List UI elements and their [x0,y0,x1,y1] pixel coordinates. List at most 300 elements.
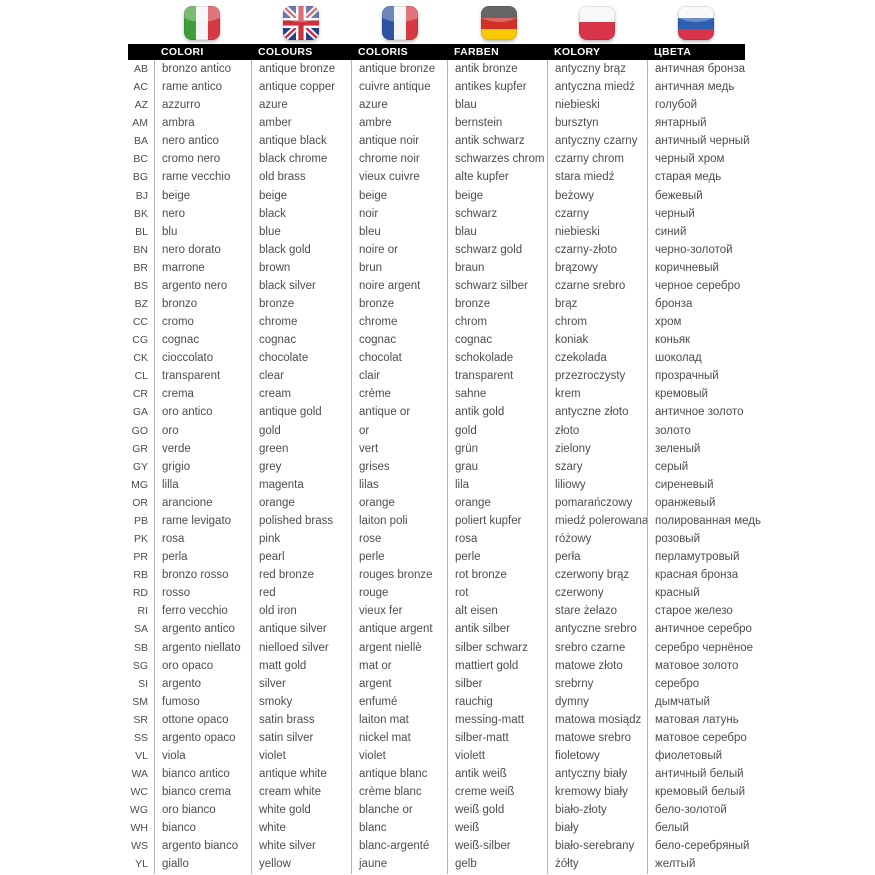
row-english: brown [251,259,351,277]
row-german: poliert kupfer [447,512,547,530]
row-english: amber [251,114,351,132]
row-russian: серебро чернёное [647,639,755,657]
row-russian: коричневый [647,259,755,277]
row-german: gold [447,422,547,440]
row-russian: розовый [647,530,755,548]
row-italian: cromo [154,313,251,331]
row-french: clair [351,367,447,385]
row-german: gelb [447,855,547,873]
table-row [128,440,755,458]
table-row [128,729,755,747]
row-russian: черное серебро [647,277,755,295]
row-italian: oro bianco [154,801,251,819]
row-russian: зеленый [647,440,755,458]
row-german: antik schwarz [447,132,547,150]
row-french: vieux cuivre [351,168,447,186]
row-french: lilas [351,476,447,494]
row-code: CR [132,388,148,401]
flag-united-kingdom-icon [283,6,319,40]
row-italian: lilla [154,476,251,494]
row-code: WH [130,822,148,835]
row-italian: rosa [154,530,251,548]
row-french: argent [351,675,447,693]
row-polish: różowy [547,530,647,548]
row-french: antique or [351,403,447,421]
table-row [128,458,755,476]
table-row [128,60,755,78]
row-french: chocolat [351,349,447,367]
row-russian: античное золото [647,403,755,421]
table-row [128,114,755,132]
row-russian: хром [647,313,755,331]
row-english: antique silver [251,620,351,638]
row-russian: античное серебро [647,620,755,638]
table-row [128,168,755,186]
row-polish: antyczne srebro [547,620,647,638]
row-italian: oro [154,422,251,440]
row-french: antique argent [351,620,447,638]
row-polish: perła [547,548,647,566]
row-english: satin silver [251,729,351,747]
row-italian: argento nero [154,277,251,295]
row-french: azure [351,96,447,114]
flag-poland-icon [579,6,615,40]
table-row [128,367,755,385]
header-code-spacer [128,44,154,60]
row-code: WS [131,840,148,853]
row-english: black chrome [251,150,351,168]
row-english: cream white [251,783,351,801]
row-code: WC [130,786,148,799]
row-french: vert [351,440,447,458]
row-english: smoky [251,693,351,711]
row-polish: antyczna miedź [547,78,647,96]
row-code: BS [133,279,148,292]
row-german: blau [447,223,547,241]
row-code: BZ [134,298,148,311]
row-english: cream [251,385,351,403]
row-polish: niebieski [547,223,647,241]
row-german: mattiert gold [447,657,547,675]
row-code: WA [131,768,148,781]
table-row [128,78,755,96]
header-farben: FARBEN [454,46,499,58]
row-german: silber schwarz [447,639,547,657]
row-german: messing-matt [447,711,547,729]
row-russian: красный [647,584,755,602]
row-german: blau [447,96,547,114]
row-german: antikes kupfer [447,78,547,96]
table-row [128,385,755,403]
row-italian: blu [154,223,251,241]
row-italian: argento niellato [154,639,251,657]
row-polish: czarne srebro [547,277,647,295]
row-italian: bronzo rosso [154,566,251,584]
row-french: chrome [351,313,447,331]
row-code: CG [132,334,148,347]
table-row [128,277,755,295]
row-italian: giallo [154,855,251,873]
row-french: violet [351,747,447,765]
table-row [128,855,755,873]
table-row [128,639,755,657]
row-french: antique blanc [351,765,447,783]
row-polish: przezroczysty [547,367,647,385]
row-russian: античная бронза [647,60,755,78]
row-polish: beżowy [547,187,647,205]
header-colours: COLOURS [258,46,313,58]
row-polish: niebieski [547,96,647,114]
row-german: creme weiß [447,783,547,801]
row-polish: brąz [547,295,647,313]
row-german: bernstein [447,114,547,132]
row-german: sahne [447,385,547,403]
row-german: rot bronze [447,566,547,584]
row-italian: beige [154,187,251,205]
table-row [128,241,755,259]
row-code: BK [133,207,148,220]
row-polish: kremowy biały [547,783,647,801]
row-italian: perla [154,548,251,566]
row-polish: zielony [547,440,647,458]
row-russian: черный [647,205,755,223]
row-russian: серый [647,458,755,476]
row-german: braun [447,259,547,277]
row-english: nielloed silver [251,639,351,657]
row-italian: bianco [154,819,251,837]
flags-row [128,0,755,44]
row-german: grün [447,440,547,458]
row-french: blanc-argenté [351,837,447,855]
row-german: antik silber [447,620,547,638]
table-header [128,44,755,60]
header-cveta: ЦВЕТА [654,46,692,58]
row-polish: srebrny [547,675,647,693]
row-polish: antyczny czarny [547,132,647,150]
row-italian: grigio [154,458,251,476]
row-russian: голубой [647,96,755,114]
row-english: magenta [251,476,351,494]
row-polish: czekolada [547,349,647,367]
row-russian: шоколад [647,349,755,367]
row-english: antique white [251,765,351,783]
row-german: weiß gold [447,801,547,819]
row-english: beige [251,187,351,205]
row-russian: коньяк [647,331,755,349]
row-french: crème blanc [351,783,447,801]
row-french: antique bronze [351,60,447,78]
row-french: perle [351,548,447,566]
table-row [128,512,761,530]
row-german: schwarz [447,205,547,223]
row-polish: antyczny brąz [547,60,647,78]
row-english: polished brass [251,512,351,530]
table-row [128,783,755,801]
row-english: antique gold [251,403,351,421]
row-french: vieux fer [351,602,447,620]
row-french: argent niellè [351,639,447,657]
row-russian: античный белый [647,765,755,783]
row-russian: сиреневый [647,476,755,494]
row-italian: cognac [154,331,251,349]
row-english: antique bronze [251,60,351,78]
row-english: white silver [251,837,351,855]
row-english: red [251,584,351,602]
row-italian: cromo nero [154,150,251,168]
row-english: bronze [251,295,351,313]
row-italian: argento [154,675,251,693]
row-russian: матовое серебро [647,729,755,747]
row-italian: ferro vecchio [154,602,251,620]
row-english: white gold [251,801,351,819]
row-code: RD [132,587,148,600]
row-code: OR [132,496,148,509]
row-russian: серебро [647,675,755,693]
row-russian: черный хром [647,150,755,168]
row-code: BG [132,171,148,184]
row-polish: stara miedź [547,168,647,186]
row-french: nickel mat [351,729,447,747]
row-italian: ambra [154,114,251,132]
row-russian: кремовый [647,385,755,403]
row-polish: czarny [547,205,647,223]
row-english: matt gold [251,657,351,675]
header-coloris: COLORIS [358,46,408,58]
row-french: blanche or [351,801,447,819]
row-russian: старое железо [647,602,755,620]
row-italian: viola [154,747,251,765]
row-russian: фиолетовый [647,747,755,765]
row-french: blanc [351,819,447,837]
row-italian: nero antico [154,132,251,150]
row-french: rose [351,530,447,548]
row-code: SG [132,659,148,672]
row-english: old iron [251,602,351,620]
row-italian: rame antico [154,78,251,96]
row-polish: srebro czarne [547,639,647,657]
row-italian: argento bianco [154,837,251,855]
row-german: antik gold [447,403,547,421]
row-code: PK [133,533,148,546]
row-french: mat or [351,657,447,675]
row-german: weiß [447,819,547,837]
row-german: schwarzes chrom [447,150,547,168]
row-french: orange [351,494,447,512]
row-english: white [251,819,351,837]
table-row [128,422,755,440]
table-row [128,150,755,168]
table-row [128,747,755,765]
header-kolory: KOLORY [554,46,601,58]
row-italian: crema [154,385,251,403]
flag-russia-icon [678,6,714,40]
row-polish: biały [547,819,647,837]
table-row [128,259,755,277]
row-english: satin brass [251,711,351,729]
row-code: RB [133,569,148,582]
row-german: rosa [447,530,547,548]
row-code: MG [131,478,148,491]
row-german: schwarz gold [447,241,547,259]
row-french: cognac [351,331,447,349]
table-row [128,530,755,548]
row-french: grises [351,458,447,476]
row-polish: liliowy [547,476,647,494]
row-polish: czarny-złoto [547,241,647,259]
row-russian: матовое золото [647,657,755,675]
row-french: antique noir [351,132,447,150]
flag-france-icon [382,6,418,40]
row-code: CC [132,316,148,329]
row-code: CK [133,352,148,365]
row-german: silber [447,675,547,693]
table-body [128,60,761,874]
table-row [128,765,755,783]
table-row [128,205,755,223]
row-french: brun [351,259,447,277]
row-code: SR [133,713,148,726]
flag-germany-icon [481,6,517,40]
row-german: orange [447,494,547,512]
row-polish: matowe złoto [547,657,647,675]
row-russian: бело-золотой [647,801,755,819]
row-german: schokolade [447,349,547,367]
row-polish: fioletowy [547,747,647,765]
row-italian: fumoso [154,693,251,711]
row-russian: старая медь [647,168,755,186]
row-polish: koniak [547,331,647,349]
row-russian: белый [647,819,755,837]
table-row [128,801,755,819]
row-german: beige [447,187,547,205]
row-code: AC [133,81,148,94]
row-english: silver [251,675,351,693]
row-german: perle [447,548,547,566]
row-italian: bronzo antico [154,60,251,78]
row-french: jaune [351,855,447,873]
table-row [128,711,755,729]
row-italian: transparent [154,367,251,385]
row-russian: прозрачный [647,367,755,385]
row-code: GR [132,442,148,455]
row-english: violet [251,747,351,765]
row-english: chrome [251,313,351,331]
row-polish: czerwony brąz [547,566,647,584]
row-english: black silver [251,277,351,295]
row-code: GO [131,424,148,437]
row-code: AB [133,63,148,75]
row-german: lila [447,476,547,494]
flag-italy-icon [184,6,220,40]
row-polish: czerwony [547,584,647,602]
row-code: GA [132,406,148,419]
row-code: BL [135,225,148,238]
row-polish: stare żelazo [547,602,647,620]
row-russian: желтый [647,855,755,873]
row-italian: verde [154,440,251,458]
row-italian: bianco crema [154,783,251,801]
table-row [128,132,755,150]
row-german: silber-matt [447,729,547,747]
row-german: grau [447,458,547,476]
row-french: rouge [351,584,447,602]
row-russian: античная медь [647,78,755,96]
row-english: orange [251,494,351,512]
row-code: AZ [134,99,148,112]
row-italian: nero dorato [154,241,251,259]
row-english: chocolate [251,349,351,367]
row-code: BR [133,261,148,274]
row-french: beige [351,187,447,205]
row-french: laiton poli [351,512,447,530]
row-polish: antyczne złoto [547,403,647,421]
row-german: violett [447,747,547,765]
row-code: PR [133,551,148,564]
table-row [128,602,755,620]
row-english: green [251,440,351,458]
row-german: schwarz silber [447,277,547,295]
row-german: bronze [447,295,547,313]
row-code: SB [133,641,148,654]
row-english: pink [251,530,351,548]
row-code: RI [137,605,148,618]
table-row [128,675,755,693]
row-code: BN [133,243,148,256]
table-row [128,295,755,313]
row-polish: szary [547,458,647,476]
row-code: YL [135,858,148,871]
row-russian: бежевый [647,187,755,205]
row-italian: azzurro [154,96,251,114]
row-russian: золото [647,422,755,440]
row-russian: кремовый белый [647,783,755,801]
row-polish: biało-złoty [547,801,647,819]
row-english: clear [251,367,351,385]
row-english: cognac [251,331,351,349]
table-row [128,223,755,241]
row-italian: cioccolato [154,349,251,367]
row-english: antique black [251,132,351,150]
row-polish: złoto [547,422,647,440]
row-italian: arancione [154,494,251,512]
row-french: cuivre antique [351,78,447,96]
table-row [128,837,755,855]
row-italian: bronzo [154,295,251,313]
row-german: chrom [447,313,547,331]
row-code: CL [134,370,148,383]
row-russian: красная бронза [647,566,755,584]
row-polish: dymny [547,693,647,711]
row-polish: bursztyn [547,114,647,132]
row-russian: синий [647,223,755,241]
table-row [128,187,755,205]
row-italian: rame levigato [154,512,251,530]
row-russian: черно-золотой [647,241,755,259]
table-row [128,584,755,602]
row-russian: матовая латунь [647,711,755,729]
row-german: rauchig [447,693,547,711]
table-row [128,494,755,512]
row-polish: matowa mosiądz [547,711,647,729]
row-russian: оранжевый [647,494,755,512]
row-french: bleu [351,223,447,241]
row-english: azure [251,96,351,114]
row-polish: matowe srebro [547,729,647,747]
row-polish: pomarańczowy [547,494,647,512]
row-code: WG [129,804,148,817]
row-french: laiton mat [351,711,447,729]
table-row [128,313,755,331]
